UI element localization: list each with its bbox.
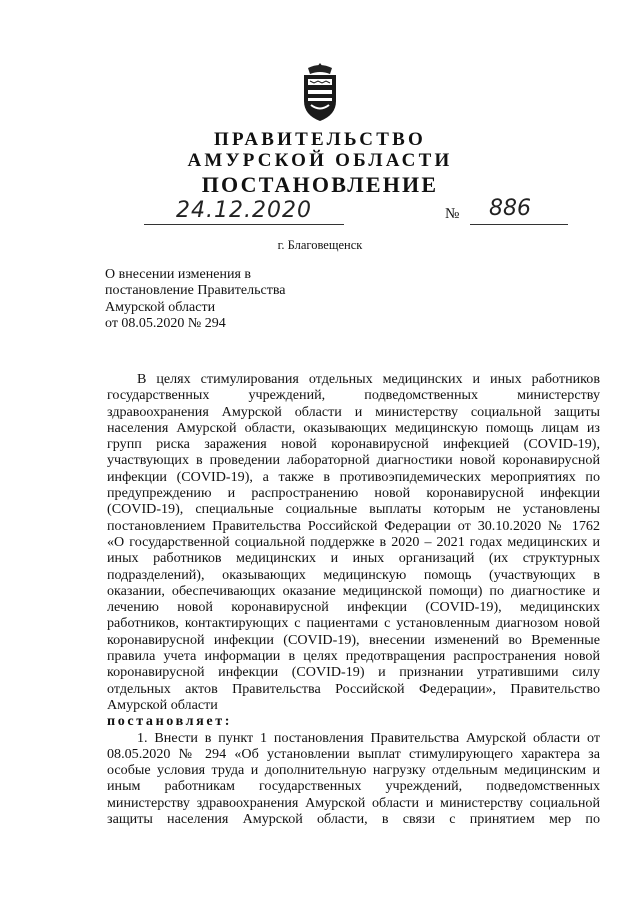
body-line: участвующих в проведении лабораторной диагностики новой коронавирусной [107,452,600,469]
title-line: от 08.05.2020 № 294 [105,315,226,331]
clause-line: 08.05.2020 № 294 «Об установлении выплат стимулирующего характера за [107,745,600,762]
body-line: государственных учреждений, подведомственных министерству [107,387,600,404]
body-line: Амурской области [107,696,218,713]
body-line: оказании, обеспечивающих оказание медицинской помощи) по диагностике и [107,582,600,599]
body-line: В целях стимулирования отдельных медицинских и иных работников [137,371,600,387]
body-line: инфекции (COVID-19), а также в противоэпидемических мероприятиях по [107,468,600,485]
authority-name-line1: ПРАВИТЕЛЬСТВО [214,129,426,150]
document-type: ПОСТАНОВЛЕНИЕ [201,172,439,197]
number-label: № [445,206,460,222]
date-number-row [120,196,560,230]
body-line: «О государственной социальной поддержке в 2020 – 2021 годах медицинских и [107,533,600,550]
body-line: коронавирусной инфекции (COVID-19) и признании утратившими силу [107,664,600,681]
document-body [107,371,600,827]
clause-line: защиты населения Амурской области, в связи с принятием мер по [107,811,600,828]
body-line: постановлением Правительства Российской Федерации от 30.10.2020 № 1762 [107,517,600,534]
coat-of-arms-icon [299,62,341,122]
resolution-word: постановляет: [107,713,233,730]
number-underline [470,224,568,225]
authority-name-line2: АМУРСКОЙ ОБЛАСТИ [187,150,453,171]
body-line: правила учета информации в целях предотвращения распространения новой [107,648,600,665]
document-title [105,267,285,332]
handwritten-date: 24.12.2020 [176,198,312,223]
body-line: иных работников медицинских и иных организаций (их структурных [107,550,600,567]
clause-line: особые условия труда и дополнительную нагрузку отдельным медицинским и [107,762,600,779]
body-line: населения Амурской области, оказывающих медицинскую помощь лицам из [107,419,600,436]
city-name: г. Благовещенск [277,238,363,252]
body-line: коронавирусной инфекции (COVID-19), внесении изменений во Временные [107,631,600,648]
body-line: подразделений), оказывающих медицинскую помощь (участвующих в [107,566,600,583]
body-line: групп риска заражения новой коронавирусной инфекцией (COVID-19), [107,436,600,453]
title-line: О внесении изменения в [105,267,251,282]
handwritten-number: 886 [489,196,531,221]
body-line: предупреждению и распространению новой коронавирусной инфекции [107,485,600,502]
body-line: работников, контактирующих с пациентами с установленным диагнозом новой [107,615,600,632]
body-line: (COVID-19), специальные социальные выплаты которым не установлены [107,501,600,518]
body-line: отдельных актов Правительства Российской Федерации», Правительство [107,680,600,697]
body-line: лечению новой коронавирусной инфекции (COVID-19), медицинских [107,599,600,616]
body-line: здравоохранения Амурской области и министерству социальной защиты [107,403,600,420]
clause-line: иным работникам государственных учреждений, подведомственных [107,778,600,795]
clause-line: 1. Внести в пункт 1 постановления Правительства Амурской области от [137,729,600,746]
title-line: постановление Правительства [105,283,286,299]
title-line: Амурской области [105,299,216,315]
date-underline [144,224,344,225]
clause-line: министерству здравоохранения Амурской области и министерству социальной [107,794,600,811]
